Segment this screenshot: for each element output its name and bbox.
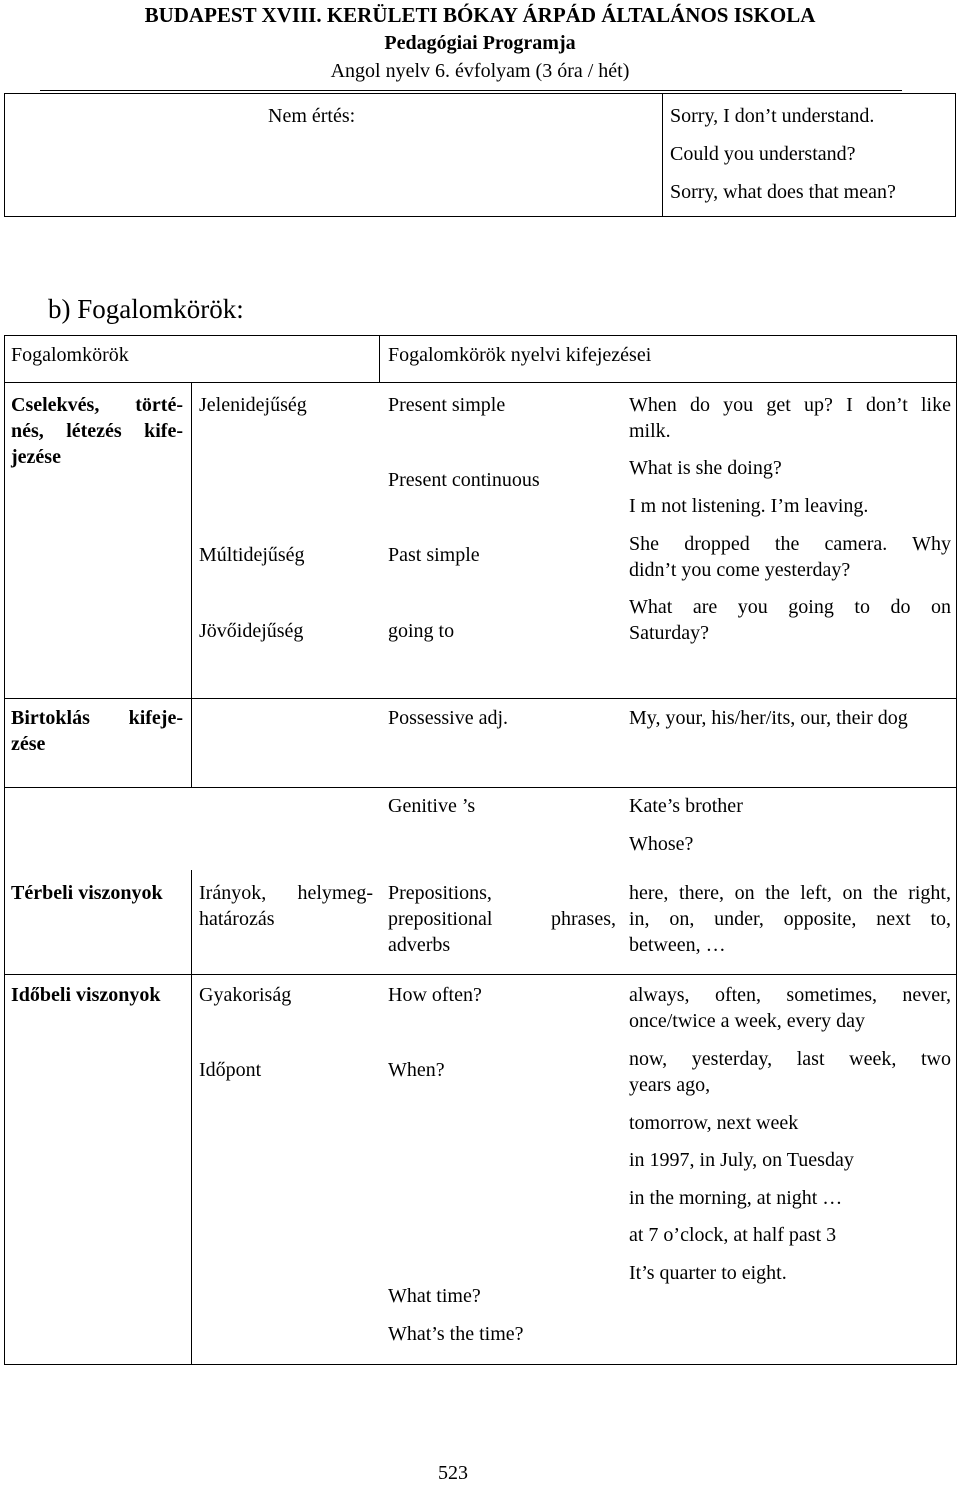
- example-frequency: once/twice a week, every day: [629, 1010, 865, 1032]
- form-genitive: Genitive ’s: [388, 795, 476, 817]
- subcategory-past: Múltidejűség: [199, 544, 305, 566]
- comprehension-phrase: Sorry, what does that mean?: [670, 181, 896, 203]
- form-what-time: What time?: [388, 1285, 481, 1307]
- form-whats-the-time: What’s the time?: [388, 1323, 524, 1345]
- category-possession: zése: [11, 733, 46, 755]
- table-divider: [191, 870, 192, 1365]
- category-action: nés, létezés kife-: [11, 420, 183, 442]
- page-number: 523: [438, 1462, 468, 1484]
- example-spatial: between, …: [629, 934, 726, 956]
- subcategory-direction: határozás: [199, 908, 275, 930]
- category-action: jezése: [11, 446, 61, 468]
- table-row-divider: [4, 698, 957, 699]
- subject-line: Angol nyelv 6. évfolyam (3 óra / hét): [330, 60, 630, 82]
- category-possession: Birtoklás kifeje-: [11, 707, 183, 729]
- example-frequency: always, often, sometimes, never,: [629, 984, 951, 1006]
- table-row-divider: [4, 787, 957, 788]
- form-present-continuous: Present continuous: [388, 469, 540, 491]
- example-past: didn’t you come yesterday?: [629, 559, 851, 581]
- subcategory-time-point: Időpont: [199, 1059, 262, 1081]
- example-present: milk.: [629, 420, 671, 442]
- table-divider: [379, 335, 380, 382]
- subcategory-future: Jövőidejűség: [199, 620, 304, 642]
- column-header-concepts: Fogalomkörök: [11, 344, 129, 366]
- example-time-point: now, yesterday, last week, two: [629, 1048, 951, 1070]
- example-time-point: in 1997, in July, on Tuesday: [629, 1149, 854, 1171]
- form-prepositions: Prepositions,: [388, 882, 492, 904]
- category-temporal: Időbeli viszonyok: [11, 984, 161, 1006]
- comprehension-label: Nem értés:: [268, 105, 356, 127]
- section-title: b) Fogalomkörök:: [48, 294, 244, 324]
- subcategory-present: Jelenidejűség: [199, 394, 307, 416]
- category-spatial: Térbeli viszonyok: [11, 882, 163, 904]
- example-time-point: It’s quarter to eight.: [629, 1262, 787, 1284]
- form-past-simple: Past simple: [388, 544, 480, 566]
- program-title: Pedagógiai Programja: [384, 32, 576, 54]
- example-time-point: tomorrow, next week: [629, 1112, 799, 1134]
- example-spatial: in, on, under, opposite, next to,: [629, 908, 951, 930]
- category-action: Cselekvés, törté-: [11, 394, 183, 416]
- example-future: What are you going to do on: [629, 596, 951, 618]
- example-time-point: at 7 o’clock, at half past 3: [629, 1224, 837, 1246]
- comprehension-phrase: Sorry, I don’t understand.: [670, 105, 875, 127]
- example-time-point: in the morning, at night …: [629, 1187, 843, 1209]
- form-present-simple: Present simple: [388, 394, 506, 416]
- example-genitive: Kate’s brother: [629, 795, 743, 817]
- example-genitive: Whose?: [629, 833, 694, 855]
- comprehension-phrase: Could you understand?: [670, 143, 856, 165]
- example-future: Saturday?: [629, 622, 709, 644]
- header-divider: [40, 90, 902, 91]
- comprehension-table-divider: [662, 93, 663, 217]
- form-possessive-adj: Possessive adj.: [388, 707, 508, 729]
- example-present: What is she doing?: [629, 457, 782, 479]
- table-row-divider: [4, 382, 957, 383]
- form-prepositions: prepositional phrases,: [388, 908, 616, 930]
- table-row-divider: [4, 974, 957, 975]
- example-possessive: My, your, his/her/its, our, their dog: [629, 707, 908, 729]
- school-name: BUDAPEST XVIII. KERÜLETI BÓKAY ÁRPÁD ÁLTALÁNOS ISKOLA: [144, 3, 816, 27]
- example-spatial: here, there, on the left, on the right,: [629, 882, 951, 904]
- form-how-often: How often?: [388, 984, 482, 1006]
- form-going-to: going to: [388, 620, 455, 642]
- form-prepositions: adverbs: [388, 934, 451, 956]
- example-present: I m not listening. I’m leaving.: [629, 495, 869, 517]
- column-header-expressions: Fogalomkörök nyelvi kifejezései: [388, 344, 652, 366]
- subcategory-direction: Irányok, helymeg-: [199, 882, 373, 904]
- table-divider: [191, 382, 192, 788]
- form-when: When?: [388, 1059, 445, 1081]
- example-present: When do you get up? I don’t like: [629, 394, 951, 416]
- subcategory-frequency: Gyakoriság: [199, 984, 292, 1006]
- example-past: She dropped the camera. Why: [629, 533, 951, 555]
- example-time-point: years ago,: [629, 1074, 711, 1096]
